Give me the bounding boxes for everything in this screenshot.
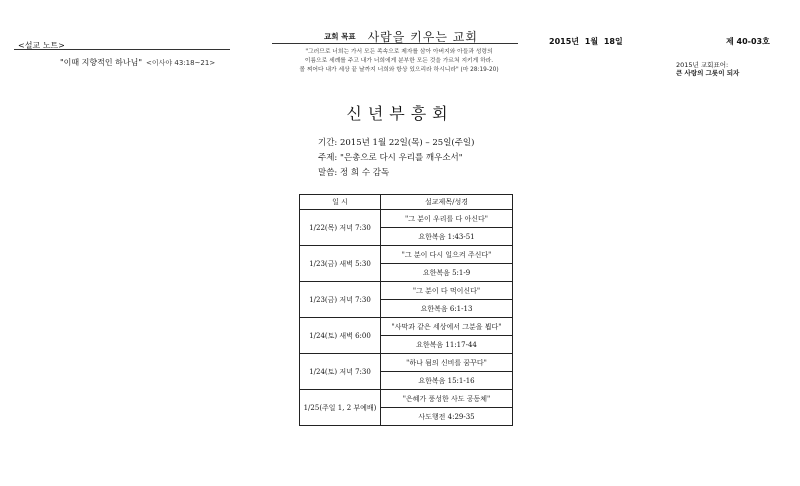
event-period: 기간: 2015년 1월 22일(목) – 25일(주일) <box>318 138 475 148</box>
column-header-datetime: 일 시 <box>300 195 381 210</box>
row-scripture: 요한복음 5:1-9 <box>381 264 513 282</box>
bulletin-date: 2015년 1월 18일 <box>549 37 623 46</box>
row-sermon-title: "그 분이 우리를 다 아신다" <box>381 210 513 228</box>
page-title: 신년부흥회 <box>346 104 454 123</box>
divider <box>14 49 230 50</box>
verse-line: 이름으로 세례를 주고 내가 너희에게 분부한 모든 것을 가르쳐 지키게 하라. <box>304 57 494 64</box>
row-scripture: 요한복음 11:17-44 <box>381 336 513 354</box>
church-motto-text: 사람을 키우는 교회 <box>367 30 478 44</box>
table-row <box>300 246 513 264</box>
sermon-note-label: <설교 노트> <box>18 41 65 50</box>
column-header-sermon: 설교제목/성경 <box>381 195 513 210</box>
schedule-table <box>299 194 513 426</box>
year-motto: 큰 사랑의 그릇이 되자 <box>676 69 740 77</box>
row-scripture: 요한복음 1:43-51 <box>381 228 513 246</box>
table-row <box>300 390 513 408</box>
row-datetime: 1/24(토) 저녁 7:30 <box>300 354 381 390</box>
row-datetime: 1/23(금) 새벽 5:30 <box>300 246 381 282</box>
row-scripture: 요한복음 15:1-16 <box>381 372 513 390</box>
row-datetime: 1/22(목) 저녁 7:30 <box>300 210 381 246</box>
divider <box>272 43 518 44</box>
row-sermon-title: "은혜가 풍성한 사도 공동체" <box>381 390 513 408</box>
row-sermon-title: "그 분이 다 먹이신다" <box>381 282 513 300</box>
event-theme: 주제: "은총으로 다시 우리를 깨우소서" <box>318 153 463 163</box>
sermon-title-text: "이때 지향적인 하나님" <box>60 58 142 67</box>
sermon-title <box>60 57 215 68</box>
table-row <box>300 318 513 336</box>
row-datetime: 1/23(금) 저녁 7:30 <box>300 282 381 318</box>
table-header-row <box>300 195 513 210</box>
row-datetime: 1/25(주일 1, 2 부예배) <box>300 390 381 426</box>
table-row <box>300 210 513 228</box>
row-datetime: 1/24(토) 새벽 6:00 <box>300 318 381 354</box>
verse-line: "그러므로 너희는 가서 모든 족속으로 제자를 삼아 아버지와 아들과 성령의 <box>305 49 493 55</box>
church-goal-label: 교회 목표 <box>324 32 356 41</box>
issue-number: 제 40-03호 <box>726 37 770 46</box>
verse-line: 볼 찌어다 내가 세상 끝 날까지 너희와 항상 있으리라 하시니라" (마 28:19-20) <box>299 66 499 73</box>
bible-verse <box>276 48 522 74</box>
table-row <box>300 282 513 300</box>
row-scripture: 사도행전 4:29-35 <box>381 408 513 426</box>
row-sermon-title: "사막과 같은 세상에서 그분을 뵙다" <box>381 318 513 336</box>
table-row <box>300 354 513 372</box>
row-sermon-title: "하나 됨의 신비를 꿈꾸다" <box>381 354 513 372</box>
sermon-reference: <이사야 43:18~21> <box>146 59 216 67</box>
row-scripture: 요한복음 6:1-13 <box>381 300 513 318</box>
row-sermon-title: "그 분이 다시 일으켜 주신다" <box>381 246 513 264</box>
year-motto-label: 2015년 교회표어: <box>676 61 729 69</box>
event-speaker: 말씀: 정 희 수 감독 <box>318 168 390 178</box>
